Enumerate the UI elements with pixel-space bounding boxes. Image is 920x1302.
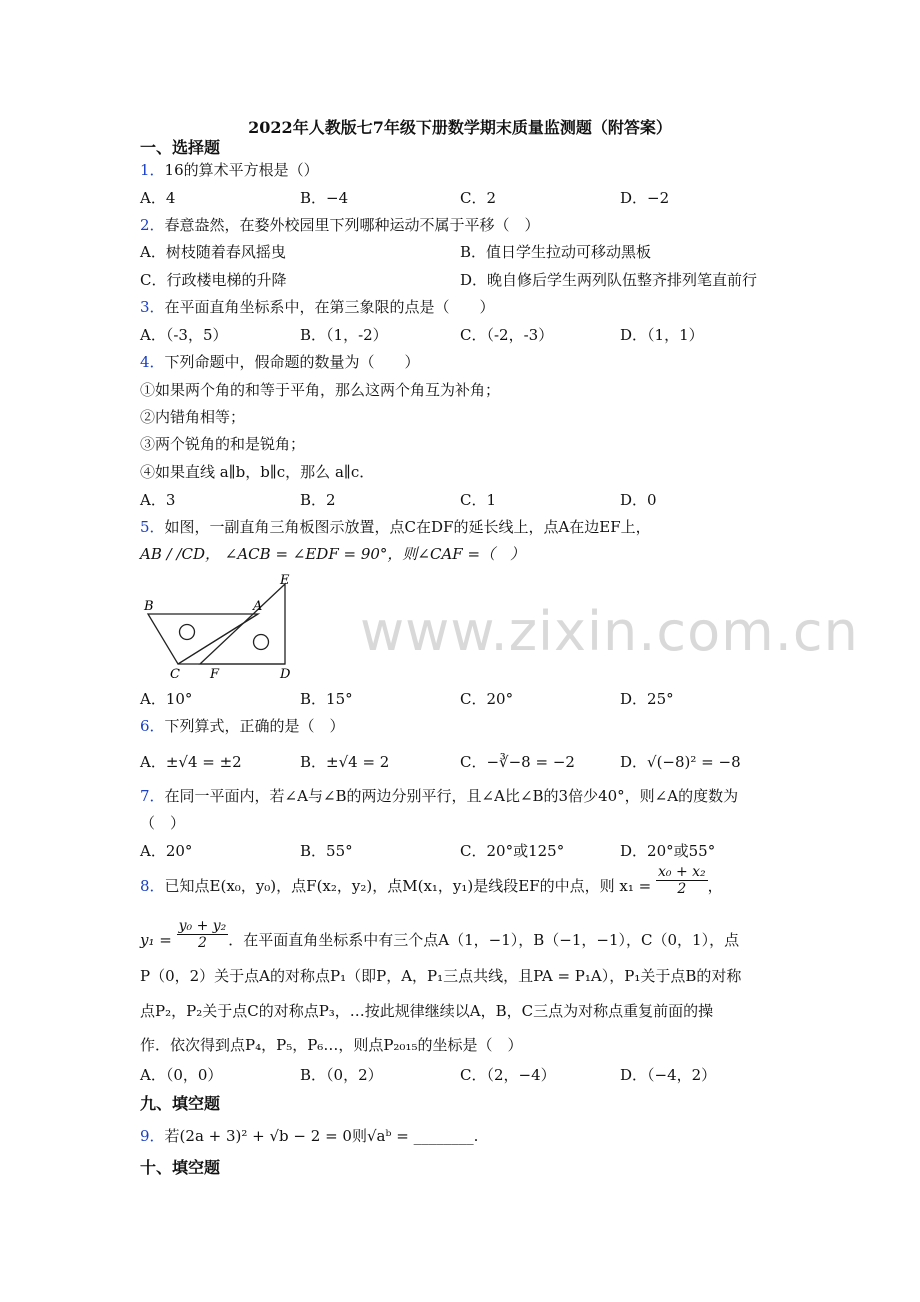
question-number: 2． [140, 216, 165, 234]
option-c: C．2 [460, 189, 497, 207]
label-d: D [280, 667, 291, 682]
option-a: A．±√4 = ±2 [140, 753, 242, 771]
option-a: A．20° [140, 842, 193, 860]
option-c: C．1 [460, 491, 497, 509]
fraction-numerator: y₀ + y₂ [178, 917, 227, 934]
question-number: 5． [140, 518, 165, 536]
section-heading-choice: 一、选择题 [140, 138, 221, 157]
proposition-4: ④如果直线 a∥b，b∥c，那么 a∥c． [140, 463, 375, 481]
fraction-y1 [177, 918, 229, 951]
document-title: 2022年人教版七7年级下册数学期末质量监测题（附答案） [248, 118, 672, 137]
question-number: 4． [140, 353, 165, 371]
question-number: 6． [140, 717, 165, 735]
question-5 [140, 517, 651, 537]
option-b: B．−4 [300, 189, 349, 207]
option-a: A．3 [140, 491, 176, 509]
question-8-line-4: 点P₂，P₂关于点C的对称点P₃，…按此规律继续以A，B，C三点为对称点重复前面的操 [140, 1002, 714, 1020]
question-8-line-2 [140, 917, 740, 951]
question-number: 9． [140, 1127, 165, 1145]
label-a: A [253, 599, 263, 614]
option-a: A．（-3，5） [140, 326, 228, 344]
option-d: D．晚自修后学生两列队伍整齐排列笔直前行 [460, 271, 758, 289]
question-number: 7． [140, 787, 165, 805]
label-b: B [144, 599, 154, 614]
question-6 [140, 716, 345, 736]
question-8-line-5: 作．依次得到点P₄，P₅，P₆…，则点P₂₀₁₅的坐标是（ ） [140, 1036, 523, 1054]
question-8 [140, 863, 723, 897]
fraction-numerator: x₀ + x₂ [657, 863, 706, 880]
question-text-line-2: AB / /CD， ∠ACB = ∠EDF = 90°，则∠CAF =（ ） [140, 545, 526, 563]
option-d: D．（−4，2） [620, 1066, 717, 1084]
option-c: C．20°或125° [460, 842, 565, 860]
question-text: 下列算式，正确的是（ ） [164, 717, 345, 735]
section-heading-fill-10: 十、填空题 [140, 1158, 221, 1177]
proposition-3: ③两个锐角的和是锐角； [140, 435, 306, 453]
question-2 [140, 215, 540, 235]
option-d: D．25° [620, 690, 674, 708]
label-e: E [280, 573, 290, 588]
option-c: C．（2，−4） [460, 1066, 556, 1084]
proposition-2: ②内错角相等； [140, 408, 246, 426]
question-text-end: ， [707, 877, 723, 895]
option-b: B．±√4 = 2 [300, 753, 390, 771]
option-b: B．15° [300, 690, 353, 708]
fraction-denominator: 2 [677, 880, 687, 897]
proposition-1: ①如果两个角的和等于平角，那么这两个角互为补角； [140, 381, 501, 399]
label-f: F [210, 667, 220, 682]
option-b: B．（1，-2） [300, 326, 388, 344]
option-a: A．4 [140, 189, 176, 207]
section-heading-fill-9: 九、填空题 [140, 1094, 221, 1113]
circle-hole-2 [254, 635, 269, 650]
option-d: D．20°或55° [620, 842, 716, 860]
question-number: 1． [140, 161, 165, 179]
triangle-figure [140, 572, 300, 684]
option-a: A．（0，0） [140, 1066, 223, 1084]
question-text: ．在平面直角坐标系中有三个点A（1，−1），B（−1，−1），C（0，1），点 [228, 931, 740, 949]
option-c: C．−∛−8 = −2 [460, 753, 575, 771]
watermark: www.zixin.com.cn [360, 600, 859, 663]
option-b: B．值日学生拉动可移动黑板 [460, 243, 652, 261]
question-text: 在同一平面内，若∠A与∠B的两边分别平行，且∠A比∠B的3倍少40°，则∠A的度数为 [164, 787, 739, 805]
fraction-x1 [656, 864, 708, 897]
question-7 [140, 786, 738, 806]
option-c: C．（-2，-3） [460, 326, 554, 344]
question-4 [140, 352, 420, 372]
question-text: 下列命题中，假命题的数量为（ ） [164, 353, 420, 371]
option-c: C．20° [460, 690, 514, 708]
option-d: D．−2 [620, 189, 670, 207]
option-b: B．55° [300, 842, 353, 860]
question-text: 春意盎然，在婺外校园里下列哪种运动不属于平移（ ） [164, 216, 540, 234]
option-d: D．0 [620, 491, 657, 509]
question-9 [140, 1126, 478, 1146]
question-text-line-2: （ ） [140, 814, 186, 832]
question-3 [140, 297, 495, 317]
option-b: B．2 [300, 491, 336, 509]
fraction-denominator: 2 [197, 934, 207, 951]
question-1 [140, 160, 319, 180]
question-text: 已知点E(x₀，y₀)，点F(x₂，y₂)，点M(x₁，y₁)是线段EF的中点，则 x₁ = [164, 877, 652, 895]
option-d: D．√(−8)² = −8 [620, 753, 741, 771]
question-text: 如图，一副直角三角板图示放置，点C在DF的延长线上，点A在边EF上， [164, 518, 651, 536]
option-a: A．10° [140, 690, 193, 708]
question-number: 8． [140, 877, 165, 895]
question-8-line-3: P（0，2）关于点A的对称点P₁（即P，A，P₁三点共线，且PA = P₁A），P₁关于点B的对称 [140, 967, 742, 985]
label-c: C [170, 667, 180, 682]
circle-hole-1 [180, 625, 195, 640]
formula-label: y₁ = [140, 931, 172, 949]
question-text: 若(2a + 3)² + √b − 2 = 0则√aᵇ = ________. [164, 1127, 479, 1145]
triangle-board-1 [148, 614, 258, 664]
question-text: 在平面直角坐标系中，在第三象限的点是（ ） [164, 298, 495, 316]
option-b: B．（0，2） [300, 1066, 383, 1084]
question-number: 3． [140, 298, 165, 316]
option-a: A．树枝随着春风摇曳 [140, 243, 286, 261]
question-text: 16的算术平方根是（） [164, 161, 319, 179]
option-d: D．（1，1） [620, 326, 704, 344]
option-c: C．行政楼电梯的升降 [140, 271, 287, 289]
